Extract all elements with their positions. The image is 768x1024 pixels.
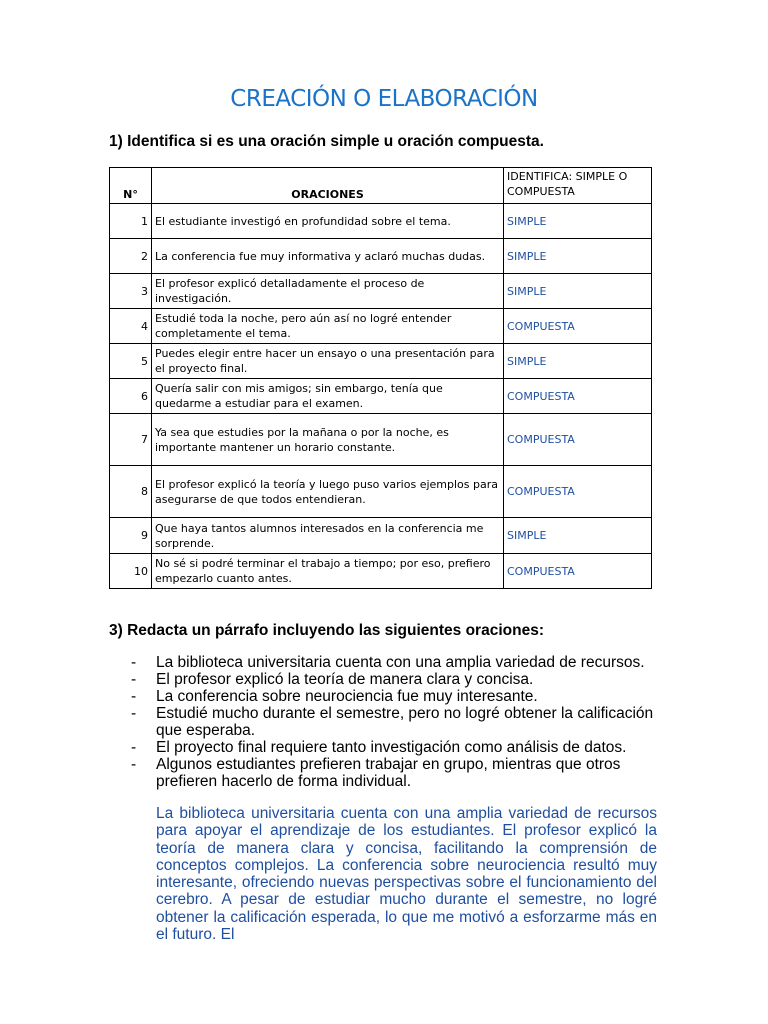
list-item — [109, 739, 659, 756]
row-sentence: No sé si podré terminar el trabajo a tiempo; por eso, prefiero empezarlo cuanto antes. — [152, 554, 504, 589]
row-answer: COMPUESTA — [504, 466, 652, 518]
list-item-text: El proyecto final requiere tanto investigación como análisis de datos. — [156, 739, 627, 756]
row-number: 1 — [110, 204, 152, 239]
table-row — [110, 239, 652, 274]
row-number: 10 — [110, 554, 152, 589]
row-sentence: La conferencia fue muy informativa y aclaró muchas dudas. — [152, 239, 504, 274]
row-answer: SIMPLE — [504, 344, 652, 379]
list-item-text: Estudié mucho durante el semestre, pero no logré obtener la calificación que esperaba. — [156, 705, 654, 739]
question-3-heading: 3) Redacta un párrafo incluyendo las siguientes oraciones: — [109, 622, 544, 639]
list-dash: - — [131, 671, 137, 688]
row-number: 3 — [110, 274, 152, 309]
list-dash: - — [131, 654, 137, 671]
list-item — [109, 688, 659, 705]
row-sentence: Que haya tantos alumnos interesados en la conferencia me sorprende. — [152, 518, 504, 554]
row-answer: SIMPLE — [504, 274, 652, 309]
row-sentence: Puedes elegir entre hacer un ensayo o una presentación para el proyecto final. — [152, 344, 504, 379]
list-item-text: Algunos estudiantes prefieren trabajar en grupo, mientras que otros prefieren hacerlo de forma individual. — [156, 756, 621, 790]
row-sentence: El profesor explicó la teoría y luego puso varios ejemplos para asegurarse de que todos entendieran. — [152, 466, 504, 518]
row-number: 8 — [110, 466, 152, 518]
table-row — [110, 204, 652, 239]
table-row — [110, 309, 652, 344]
list-item — [109, 705, 659, 739]
table-row — [110, 466, 652, 518]
list-dash: - — [131, 756, 137, 773]
row-answer: SIMPLE — [504, 204, 652, 239]
row-answer: COMPUESTA — [504, 379, 652, 414]
row-number: 5 — [110, 344, 152, 379]
row-number: 7 — [110, 414, 152, 466]
header-identify: IDENTIFICA: SIMPLE O COMPUESTA — [504, 168, 652, 204]
list-dash: - — [131, 688, 137, 705]
table-row — [110, 518, 652, 554]
table-row — [110, 554, 652, 589]
row-answer: SIMPLE — [504, 518, 652, 554]
row-sentence: Quería salir con mis amigos; sin embargo, tenía que quedarme a estudiar para el examen. — [152, 379, 504, 414]
question-1-heading: 1) Identifica si es una oración simple u oración compuesta. — [109, 133, 544, 150]
list-item — [109, 756, 659, 790]
header-number: N° — [110, 168, 152, 204]
answer-paragraph: La biblioteca universitaria cuenta con una amplia variedad de recursos para apoyar el aprendizaje de los estudiantes. El profesor explicó la teoría de manera clara y concisa, facilitando la comprensión de conceptos complejos. La conferencia sobre neurociencia resultó muy interesante, ofreciendo nuevas perspectivas sobre el funcionamiento del cerebro. A pesar de estudiar mucho durante el semestre, no logré obtener la calificación esperada, lo que me motivó a esforzarme más en el futuro. El — [156, 805, 657, 944]
row-sentence: El profesor explicó detalladamente el proceso de investigación. — [152, 274, 504, 309]
row-sentence: Estudié toda la noche, pero aún así no logré entender completamente el tema. — [152, 309, 504, 344]
list-dash: - — [131, 739, 137, 756]
row-answer: COMPUESTA — [504, 309, 652, 344]
row-number: 2 — [110, 239, 152, 274]
list-dash: - — [131, 705, 137, 722]
table-row — [110, 379, 652, 414]
row-answer: COMPUESTA — [504, 414, 652, 466]
table-header-row — [110, 168, 652, 204]
table-row — [110, 414, 652, 466]
row-number: 4 — [110, 309, 152, 344]
table-row — [110, 344, 652, 379]
list-item — [109, 671, 659, 688]
list-item-text: El profesor explicó la teoría de manera clara y concisa. — [156, 671, 534, 688]
row-sentence: El estudiante investigó en profundidad sobre el tema. — [152, 204, 504, 239]
list-item-text: La conferencia sobre neurociencia fue muy interesante. — [156, 688, 538, 705]
sentence-list — [109, 654, 659, 790]
page-title: CREACIÓN O ELABORACIÓN — [230, 86, 538, 112]
list-item — [109, 654, 659, 671]
list-item-text: La biblioteca universitaria cuenta con una amplia variedad de recursos. — [156, 654, 645, 671]
sentences-table — [109, 167, 652, 589]
header-sentences: ORACIONES — [152, 168, 504, 204]
row-number: 6 — [110, 379, 152, 414]
row-sentence: Ya sea que estudies por la mañana o por la noche, es importante mantener un horario constante. — [152, 414, 504, 466]
row-number: 9 — [110, 518, 152, 554]
table-row — [110, 274, 652, 309]
row-answer: SIMPLE — [504, 239, 652, 274]
row-answer: COMPUESTA — [504, 554, 652, 589]
